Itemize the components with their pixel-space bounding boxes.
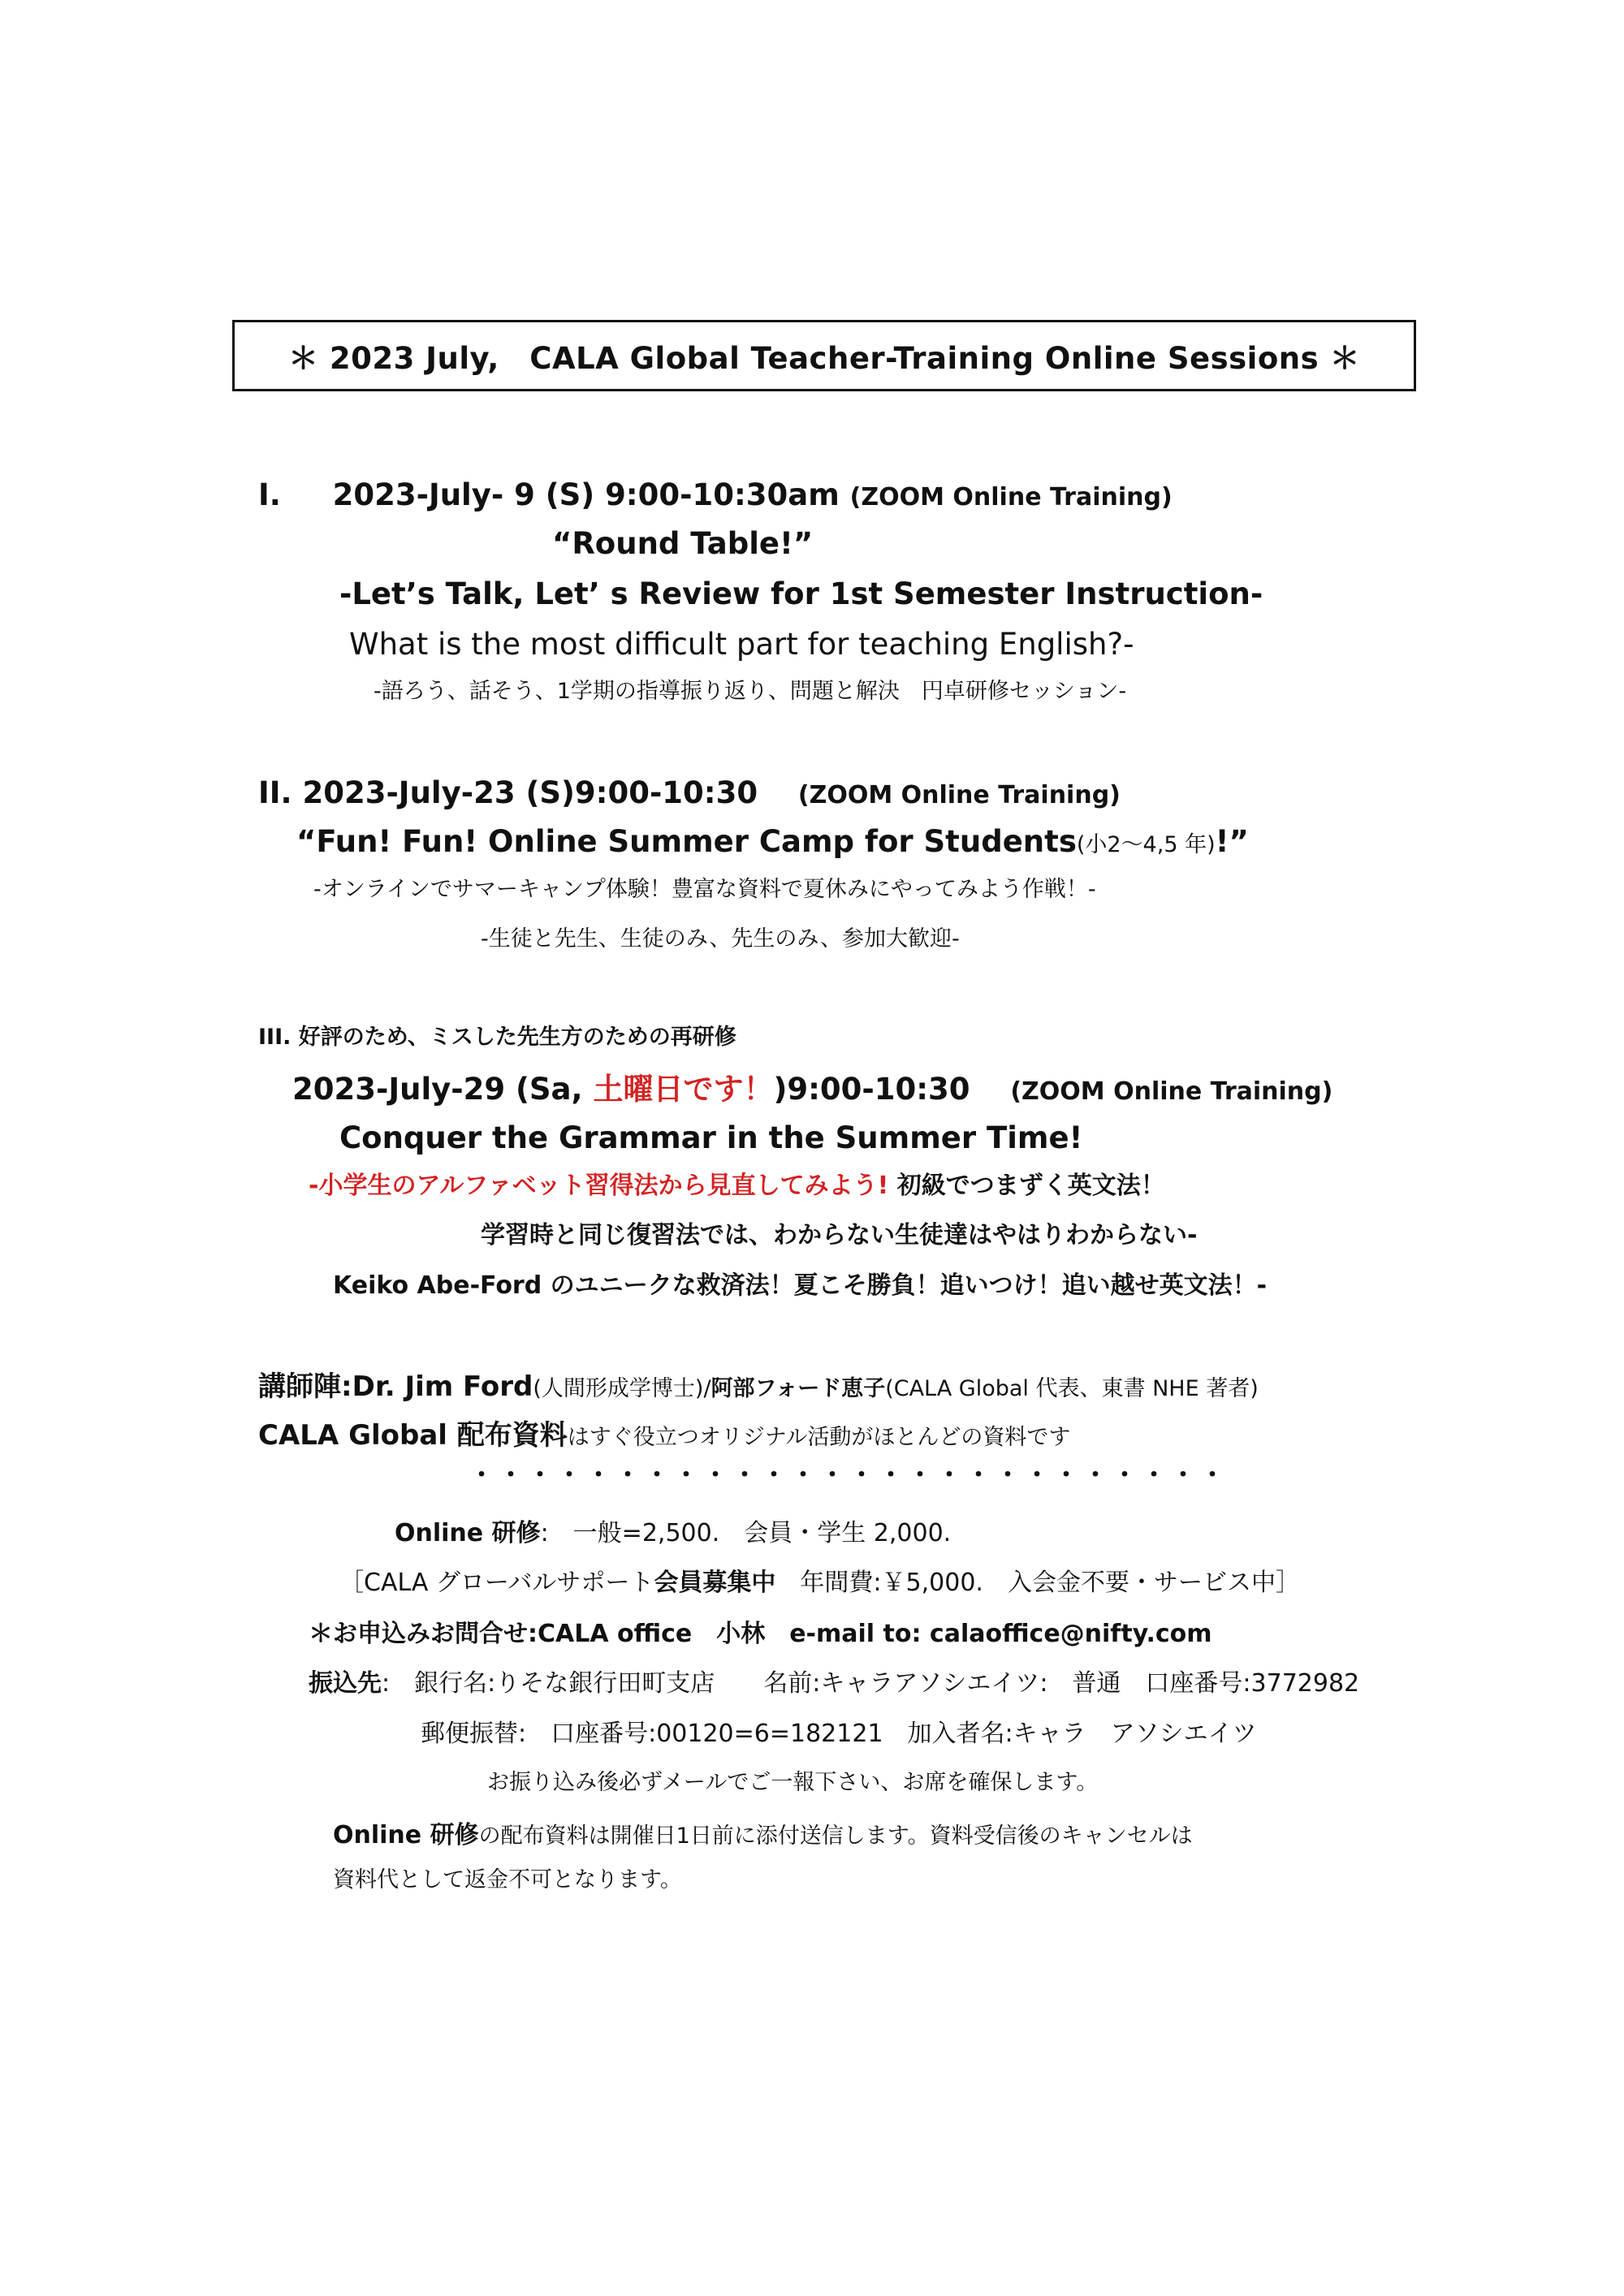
session3-saturday-note: 土曜日です！: [593, 1072, 774, 1107]
session3-date-line: [292, 1072, 1332, 1107]
materials-line: [258, 1419, 1070, 1452]
contact-line: ＊お申込みお問合せ:CALA office 小林 e-mail to: calaoffice@nifty.com: [309, 1620, 1212, 1648]
membership-fee: 年間費:￥5,000. 入会金不要・サービス中］: [775, 1569, 1300, 1597]
lecturer-jim-title: (人間形成学博士)/: [533, 1376, 711, 1401]
session1-title: “Round Table!”: [552, 526, 814, 561]
session2-title-end: !”: [1215, 824, 1249, 859]
session3-alphabet-note: -小学生のアルファベット習得法から見直してみよう!: [309, 1172, 889, 1200]
session1-japanese: -語ろう、話そう、1学期の指導振り返り、問題と解決 円卓研修セッション-: [374, 679, 1127, 704]
session1-date: 2023-July- 9 (S) 9:00-10:30am: [332, 477, 840, 512]
fee-values: : 一般=2,500. 会員・学生 2,000.: [540, 1519, 952, 1547]
session2-title: [296, 824, 1249, 860]
session2-heading: [258, 775, 1121, 811]
title-box: [232, 320, 1416, 391]
online-training-label: Online 研修: [333, 1821, 479, 1849]
lecturer-keiko: 阿部フォード恵子: [710, 1376, 886, 1401]
session2-japanese-1: -オンラインでサマーキャンプ体験！豊富な資料で夏休みにやってみよう作戦！-: [313, 877, 1096, 902]
payment-confirmation: お振り込み後必ずメールでご一報下さい、お席を確保します。: [487, 1770, 1099, 1795]
page-title: ＊ 2023 July, CALA Global Teacher-Training Online Sessions ＊: [287, 341, 1361, 376]
materials-label: CALA Global 配布資料: [258, 1419, 568, 1452]
session2-japanese-2: -生徒と先生、生徒のみ、先生のみ、参加大歓迎-: [481, 926, 960, 952]
fee-label: Online 研修: [395, 1519, 541, 1547]
lecturer-keiko-title: (CALA Global 代表、東書 NHE 著者): [885, 1376, 1259, 1401]
lecturer-jim: 講師陣:Dr. Jim Ford: [258, 1370, 533, 1403]
materials-note-1: [333, 1821, 1193, 1850]
session3-zoom: (ZOOM Online Training): [1010, 1077, 1333, 1106]
membership-open: ［CALA グローバルサポート: [339, 1569, 654, 1597]
session2-date: II. 2023-July-23 (S)9:00-10:30: [258, 775, 758, 810]
bank-details: : 銀行名:りそな銀行田町支店 名前:キャラアソシエイツ: 普通 口座番号:3772982: [382, 1669, 1360, 1698]
materials-note-text: の配布資料は開催日1日前に添付送信します。資料受信後のキャンセルは: [478, 1823, 1193, 1849]
session3-review-note: 学習時と同じ復習法では、わからない生徒達はやはりわからない-: [481, 1221, 1198, 1249]
membership-recruit: 会員募集中: [654, 1569, 776, 1597]
postal-transfer-line: 郵便振替: 口座番号:00120=6=182121 加入者名:キャラ アソシエイツ: [421, 1720, 1257, 1748]
session3-time: )9:00-10:30: [773, 1072, 970, 1107]
session3-grammar-note: 初級でつまずく英文法！: [896, 1172, 1165, 1200]
session2-zoom: (ZOOM Online Training): [797, 781, 1121, 809]
membership-line: [339, 1569, 1300, 1598]
lecturers-line: [258, 1370, 1259, 1404]
bank-line: [309, 1669, 1359, 1698]
fee-line: [395, 1519, 951, 1548]
bank-label: 振込先: [309, 1669, 382, 1698]
session2-title-main: “Fun! Fun! Online Summer Camp for Students: [296, 824, 1077, 859]
session1-zoom: (ZOOM Online Training): [849, 483, 1173, 511]
session3-subtitle: [309, 1172, 1165, 1201]
session1-roman: I.: [258, 477, 281, 512]
session3-title: Conquer the Grammar in the Summer Time!: [339, 1120, 1083, 1155]
dot-divider: ・・・・・・・・・・・・・・・・・・・・・・・・・・: [469, 1461, 1229, 1490]
session1-subtitle: -Let’s Talk, Let’ s Review for 1st Semester Instruction-: [339, 576, 1263, 611]
session2-grade: (小2～4,5 年): [1076, 832, 1216, 857]
materials-note-2: 資料代として返金不可となります。: [333, 1867, 682, 1892]
session3-heading: III. 好評のため、ミスした先生方のための再研修: [258, 1025, 736, 1050]
session1-question: What is the most difficult part for teaching English?-: [349, 627, 1134, 662]
session3-date: 2023-July-29 (Sa,: [292, 1072, 583, 1107]
materials-desc: はすぐ役立つオリジナル活動がほとんどの資料です: [567, 1425, 1071, 1450]
session3-rescue-note: Keiko Abe-Ford のユニークな救済法！夏こそ勝負！追いつけ！追い越せ英文法！-: [333, 1271, 1268, 1300]
session1-heading: [258, 477, 1173, 513]
